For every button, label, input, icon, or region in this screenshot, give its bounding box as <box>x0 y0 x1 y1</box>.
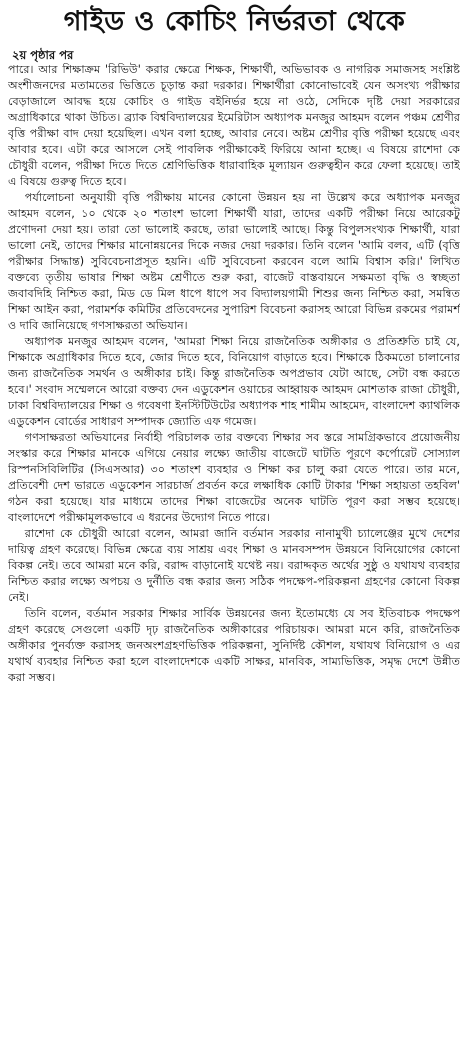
article-body <box>8 62 460 1046</box>
article-paragraph: তিনি বলেন, বর্তমান সরকার শিক্ষার সার্বিক উন্নয়নের জন্য ইতোমধ্যে যে সব ইতিবাচক পদক্ষেপ গ্রহণ করেছে সেগুলো একটি দৃঢ় রাজনৈতিক অঙ্গীকারের পরিচায়ক। আমরা মনে করি, রাজনৈতিক অঙ্গীকার পুনর্ব্যক্ত করাসহ জনঅংশগ্রহণভিত্তিক পরিকল্পনা, সুনির্দিষ্ট কৌশল, যথাযথ বিনিয়োগ ও এর যথার্থ ব্যবহার নিশ্চিত করা হলে বাংলাদেশকে একটি সাক্ষর, মানবিক, সাম্যভিত্তিক, সমৃদ্ধ দেশে উন্নীত করা সম্ভব। <box>8 607 460 684</box>
article-paragraph: পারে। আর শিক্ষাক্রম 'রিভিউ' করার ক্ষেত্রে শিক্ষক, শিক্ষার্থী, অভিভাবক ও নাগরিক সমাজসহ সংশ্লিষ্ট অংশীজনদের মতামতের ভিত্তিতে চূড়ান্ত করা দরকার। শিক্ষার্থীরা কোনোভাবেই যেন অসংখ্য পরীক্ষার বেড়াজালে আবদ্ধ হয়ে কোচিং ও গাইড বইনির্ভর হয়ে না ওঠে, সেদিকে দৃষ্টি দেয়া সরকারের অগ্রাধিকারে থাকা উচিত। ব্র্যাক বিশ্ববিদ্যালয়ের ইমেরিটাস অধ্যাপক মনজুর আহমদ বলেন পঞ্চম শ্রেণীর বৃত্তি পরীক্ষা বাদ দেয়া হয়েছিল। এখন বলা হচ্ছে, আবার নেবে। অষ্টম শ্রেণীর বৃত্তি পরীক্ষা হয়েছে এবং আবার হবে। এটা করে আসলে সেই পাবলিক পরীক্ষাকেই ফিরিয়ে আনা হচ্ছে। এ বিষয়ে রাশেদা কে চৌধুরী বলেন, পরীক্ষা দিতে দিতে শ্রেণিভিত্তিক ধারাবাহিক মূল্যায়ন গুরুত্বহীন করে ফেলা হয়েছে। তাই এ বিষয়ে গুরুত্ব দিতে হবে। <box>8 63 460 188</box>
article-paragraph: অধ্যাপক মনজুর আহমদ বলেন, 'আমরা শিক্ষা নিয়ে রাজনৈতিক অঙ্গীকার ও প্রতিশ্রুতি চাই যে, শিক্ষাকে অগ্রাধিকার দিতে হবে, জোর দিতে হবে, বিনিয়োগ বাড়াতে হবে। শিক্ষাকে ঠিকমতো চালানোর জন্য রাজনৈতিক সমর্থন ও অঙ্গীকার চাই। কিন্তু রাজনৈতিক অপপ্রভাব যেটা আছে, সেটা বন্ধ করতে হবে।' সংবাদ সম্মেলনে আরো বক্তব্য দেন এডুকেশন ওয়াচের আহ্বায়ক আহমদ মোশতাক রাজা চৌধুরী, ঢাকা বিশ্ববিদ্যালয়ের শিক্ষা ও গবেষণা ইনস্টিটিউটের অধ্যাপক শাহ শামীম আহমেদ, বাংলাদেশ ক্যাথলিক এডুকেশন বোর্ডের সাধারণ সম্পাদক জ্যোতি এফ গমেজ। <box>8 335 460 428</box>
article-paragraph: পর্যালোচনা অনুযায়ী বৃত্তি পরীক্ষায় মানের কোনো উন্নয়ন হয় না উল্লেখ করে অধ্যাপক মনজুর আহমদ বলেন, ১০ থেকে ২০ শতাংশ ভালো শিক্ষার্থী যারা, তাদের একটি পরীক্ষা নিয়ে আরেকটু প্রণোদনা দেয়া হয়। তারা তো ভালোই করছে, তারা ভালোই আছে। কিন্তু বিপুলসংখ্যক শিক্ষার্থী, যারা ভালো নেই, তাদের শিক্ষার মানোন্নয়নের দিকে নজর দেয়া দরকার। তিনি বলেন 'আমি বলব, এটি (বৃত্তি পরীক্ষার সিদ্ধান্ত) সুবিবেচনাপ্রসূত হয়নি। এটি সুবিবেচনা করবেন বলে আমি বিশ্বাস করি।' লিখিত বক্তব্যে তৃতীয় ভাষার শিক্ষা অষ্টম শ্রেণীতে শুরু করা, বাজেট বাস্তবায়নে সক্ষমতা বৃদ্ধি ও স্বচ্ছতা জবাবদিহি নিশ্চিত করা, মিড ডে মিল ধাপে ধাপে সব বিদ্যালয়গামী শিশুর জন্য নিশ্চিত করা, সমন্বিত শিক্ষা আইন করা, পরামর্শক কমিটির প্রতিবেদনের সুপারিশ বিবেচনা করাসহ আরো বিভিন্ন রকমের পরামর্শ ও দাবি জানিয়েছে গণসাক্ষরতা অভিযান। <box>8 191 460 332</box>
article-paragraph: রাশেদা কে চৌধুরী আরো বলেন, আমরা জানি বর্তমান সরকার নানামুখী চ্যালেঞ্জের মুখে দেশের দায়িত্ব গ্রহণ করেছে। বিভিন্ন ক্ষেত্রে ব্যয় সাশ্রয় এবং শিক্ষা ও মানবসম্পদ উন্নয়নে বিনিয়োগের কোনো বিকল্প নেই। তবে আমরা মনে করি, বরাদ্দ বাড়ানোই যথেষ্ট নয়। বরাদ্দকৃত অর্থের সুষ্ঠু ও যথাযথ ব্যবহার নিশ্চিত করার লক্ষ্যে অপচয় ও দুর্নীতি বন্ধ করার জন্য সঠিক পদক্ষেপ-পরিকল্পনা গ্রহণের কোনো বিকল্প নেই। <box>8 527 460 604</box>
continuation-note: ২য় পৃষ্ঠার পর <box>12 48 74 62</box>
headline: গাইড ও কোচিং নির্ভরতা থেকে <box>63 6 406 37</box>
article-paragraph: গণসাক্ষরতা অভিযানের নির্বাহী পরিচালক তার বক্তব্যে শিক্ষার সব স্তরে সামগ্রিকভাবে প্রয়োজনীয় সংস্কার করে শিক্ষার মানকে এগিয়ে নেয়ার লক্ষ্যে জাতীয় বাজেটে ঘাটতি পূরণে কর্পোরেট সোস্যাল রিস্পনসিবিলিটির (সিএসআর) ৩০ শতাংশ ব্যবহার ও শিক্ষা কর চালু করা যেতে পারে। তার মনে, প্রতিবেশী দেশ ভারতে এডুকেশন সারচার্জ প্রবর্তন করে লক্ষাধিক কোটি টাকার 'শিক্ষা সহায়তা তহবিল' গঠন করা হয়েছে। যার মাধ্যমে তাদের শিক্ষা বাজেটের অনেক ঘাটতি পূরণ করা সম্ভব হয়েছে। বাংলাদেশে পরীক্ষামূলকভাবে এ ধরনের উদ্যোগ নিতে পারে। <box>8 431 460 524</box>
